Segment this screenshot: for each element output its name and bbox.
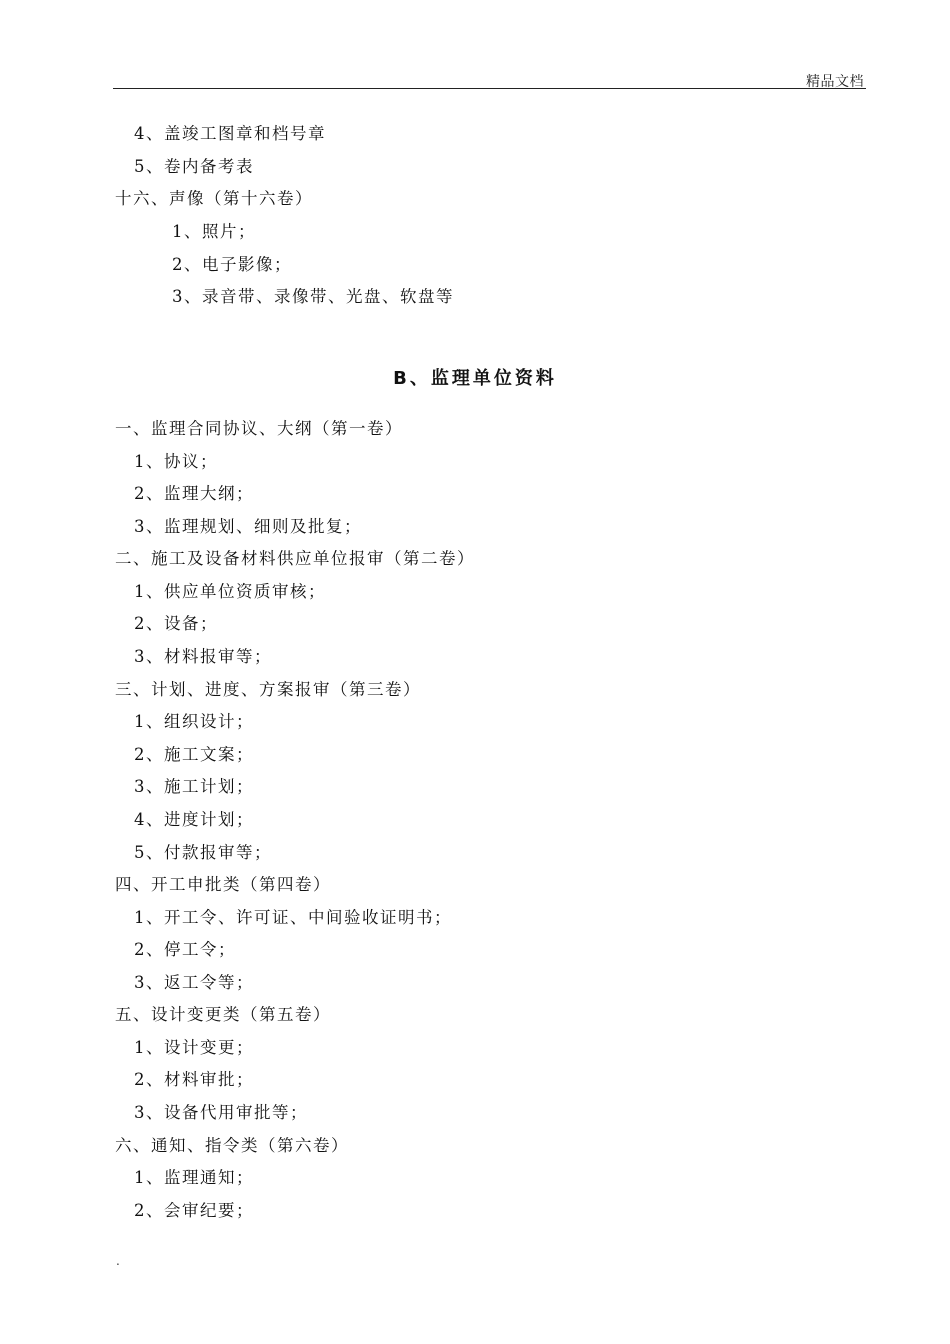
list-item: 5、付款报审等； — [134, 843, 272, 862]
group-heading: 三、计划、进度、方案报审（第三卷） — [115, 680, 421, 699]
list-item: 5、卷内备考表 — [134, 157, 254, 176]
list-item: 2、材料审批； — [134, 1070, 254, 1089]
list-item: 1、组织设计； — [134, 712, 254, 731]
list-item: 3、返工令等； — [134, 973, 254, 992]
list-item: 2、电子影像； — [172, 255, 292, 274]
group-heading: 六、通知、指令类（第六卷） — [115, 1136, 349, 1155]
list-item: 3、录音带、录像带、光盘、软盘等 — [172, 287, 454, 306]
header-label: 精品文档 — [806, 74, 864, 90]
list-item: 1、供应单位资质审核； — [134, 582, 326, 601]
list-item: 2、停工令； — [134, 940, 236, 959]
list-item: 1、监理通知； — [134, 1168, 254, 1187]
group-heading: 二、施工及设备材料供应单位报审（第二卷） — [115, 549, 475, 568]
list-item: 1、照片； — [172, 222, 256, 241]
list-item: 2、监理大纲； — [134, 484, 254, 503]
list-item: 3、材料报审等； — [134, 647, 272, 666]
list-item: 4、盖竣工图章和档号章 — [134, 124, 326, 143]
list-item: 2、会审纪要； — [134, 1201, 254, 1220]
section-heading: 十六、声像（第十六卷） — [115, 189, 313, 208]
list-item: 2、施工文案； — [134, 745, 254, 764]
group-heading: 四、开工申批类（第四卷） — [115, 875, 331, 894]
list-item: 1、设计变更； — [134, 1038, 254, 1057]
list-item: 3、设备代用审批等； — [134, 1103, 308, 1122]
list-item: 4、进度计划； — [134, 810, 254, 829]
header-divider — [113, 88, 866, 89]
list-item: 1、协议； — [134, 452, 218, 471]
list-item: 1、开工令、许可证、中间验收证明书； — [134, 908, 452, 927]
list-item: 2、设备； — [134, 614, 218, 633]
footer-mark: . — [116, 1254, 120, 1268]
group-heading: 五、设计变更类（第五卷） — [115, 1005, 331, 1024]
section-title: B、监理单位资料 — [393, 368, 557, 389]
list-item: 3、施工计划； — [134, 777, 254, 796]
group-heading: 一、监理合同协议、大纲（第一卷） — [115, 419, 403, 438]
list-item: 3、监理规划、细则及批复； — [134, 517, 362, 536]
